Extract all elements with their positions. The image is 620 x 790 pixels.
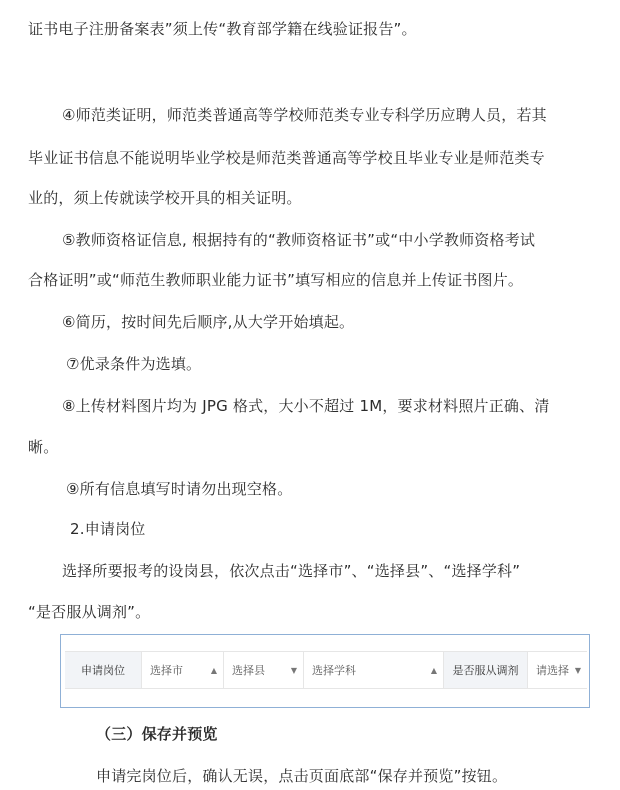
city-select-value: 选择市 [150,664,183,677]
save-preview-instruction: 申请完岗位后，确认无误，点击页面底部“保存并预览”按钮。 [96,767,508,785]
section-heading-save-preview: （三）保存并预览 [96,725,218,743]
paragraph-line-10: 晰。 [28,438,59,456]
chevron-up-icon: ▲ [430,665,437,675]
paragraph-line-6: 合格证明”或“师范生教师职业能力证书”填写相应的信息并上传证书图片。 [28,271,524,289]
chevron-down-icon: ▼ [290,665,297,675]
apply-position-row [65,651,587,689]
adjust-label: 是否服从调剂 [443,652,527,688]
paragraph-line-1: 证书电子注册备案表”须上传“教育部学籍在线验证报告”。 [28,20,417,38]
paragraph-line-5: ⑤教师资格证信息, 根据持有的“教师资格证书”或“中小学教师资格考试 [62,231,536,249]
paragraph-line-2: ④师范类证明，师范类普通高等学校师范类专业专科学历应聘人员，若其 [62,106,547,124]
paragraph-line-3: 毕业证书信息不能说明毕业学校是师范类普通高等学校且毕业专业是师范类专 [28,149,545,167]
city-select[interactable] [141,652,223,688]
paragraph-line-9: ⑧上传材料图片均为 JPG 格式，大小不超过 1M，要求材料照片正确、清 [62,397,550,415]
subject-select[interactable] [303,652,443,688]
paragraph-line-8: ⑦优录条件为选填。 [66,355,202,373]
paragraph-line-4: 业的，须上传就读学校开具的相关证明。 [28,189,302,207]
apply-position-label: 申请岗位 [65,652,141,688]
subject-select-value: 选择学科 [312,664,356,677]
county-select-value: 选择县 [232,664,265,677]
section-heading-apply: 2.申请岗位 [70,520,146,538]
adjust-select-value: 请选择 [536,664,569,677]
apply-position-form [60,634,590,708]
paragraph-line-13: 选择所要报考的设岗县，依次点击“选择市”、“选择县”、“选择学科” [62,562,521,580]
paragraph-line-14: “是否服从调剂”。 [28,603,151,621]
chevron-down-icon: ▼ [574,665,581,675]
paragraph-line-7: ⑥简历，按时间先后顺序,从大学开始填起。 [62,313,355,331]
county-select[interactable] [223,652,303,688]
paragraph-line-11: ⑨所有信息填写时请勿出现空格。 [66,480,293,498]
adjust-select[interactable] [527,652,587,688]
chevron-up-icon: ▲ [210,665,217,675]
